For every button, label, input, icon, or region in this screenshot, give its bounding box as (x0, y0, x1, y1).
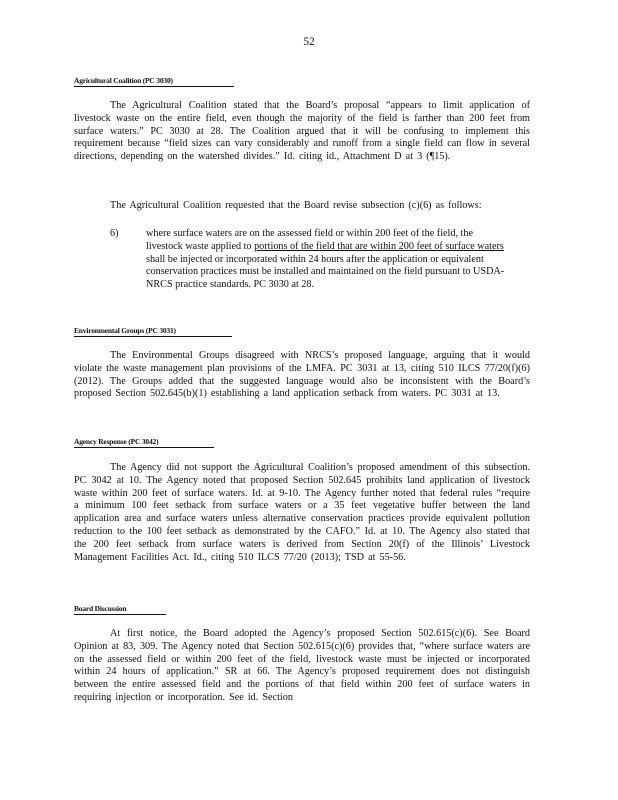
heading-underline (74, 86, 234, 87)
paragraph: The Environmental Groups disagreed with NRCS’s proposed language, arguing that it would violate the waste management plan provisions of the LMFA. PC 3031 at 13, citing 510 ILCS 77/20(f)(6) (2012). The Groups added that the suggested language would also be inconsistent with the Board’s proposed Section 502.645(b)(1) establishing a land application setback from waters. PC 3031 at 13. (74, 350, 530, 400)
section-heading-agricultural-coalition: Agricultural Coalition (PC 3030) (74, 76, 173, 85)
paragraph: The Agency did not support the Agricultural Coalition’s proposed amendment of this subsection. PC 3042 at 10. The Agency noted that proposed Section 502.645 prohibits land application of livestock waste within 200 feet of surface waters. Id. at 9-10. The Agency further noted that federal rules “require a minimum 100 feet setback from surface waters or a 35 feet vegetative buffer between the land application area and surface waters unless alternative conservation practices provide equivalent pollution reduction to the 100 feet setback as demonstrated by the CAFO.” Id. at 10. The Agency also stated that the 200 feet setback from surface waters is derived from Section 20(f) of the Illinois’ Livestock Management Facilities Act. Id., citing 510 ILCS 77/20 (2013); TSD at 55-56. (74, 462, 530, 563)
page-number: 52 (303, 36, 315, 48)
list-item-text-plain-end: shall be injected or incorporated within 24 hours after the application or equivalent conservation practices must be installed and maintained on the field pursuant to USDA-NRCS practice standards. PC 3030 at 28. (146, 253, 505, 291)
paragraph: The Agricultural Coalition requested that the Board revise subsection (c)(6) as follows: (110, 200, 482, 211)
heading-underline (74, 614, 166, 615)
list-item-text (146, 228, 506, 292)
paragraph: At first notice, the Board adopted the Agency’s proposed Section 502.615(c)(6). See Board Opinion at 83, 309. The Agency noted that Section 502.615(c)(6) provides that, “where surface waters are on the assessed field or within 200 feet of the field, livestock waste must be injected or incorporated within 24 hours of application.” SR at 66. The Agency’s proposed requirement does not distinguish between the entire assessed field and the portions of that field within 200 feet of surface waters in requiring injection or incorporation. See id. Section (74, 628, 530, 703)
section-heading-environmental-groups: Environmental Groups (PC 3031) (74, 326, 176, 335)
section-heading-agency-response: Agency Response (PC 3042) (74, 437, 158, 446)
list-item-text-underlined: portions of the field that are within 200 feet of surface waters (254, 240, 504, 252)
paragraph: The Agricultural Coalition stated that the Board’s proposal “appears to limit application of livestock waste on the entire field, even though the majority of the field is farther than 200 feet from surface waters.” PC 3030 at 28. The Coalition argued that it will be confusing to implement this requirement because “field sizes can vary considerably and runoff from a single field can flow in several directions, depending on the watershed divides.” Id. citing id., Attachment D at 3 (¶15). (74, 100, 530, 163)
list-item-number: 6) (110, 228, 119, 239)
list-item-text-plain: where surface waters are on the assessed field or within 200 feet of the field, the livestock waste applied to (146, 228, 474, 252)
heading-underline (74, 336, 232, 337)
section-heading-board-discussion: Board Discussion (74, 604, 126, 613)
heading-underline (74, 447, 214, 448)
